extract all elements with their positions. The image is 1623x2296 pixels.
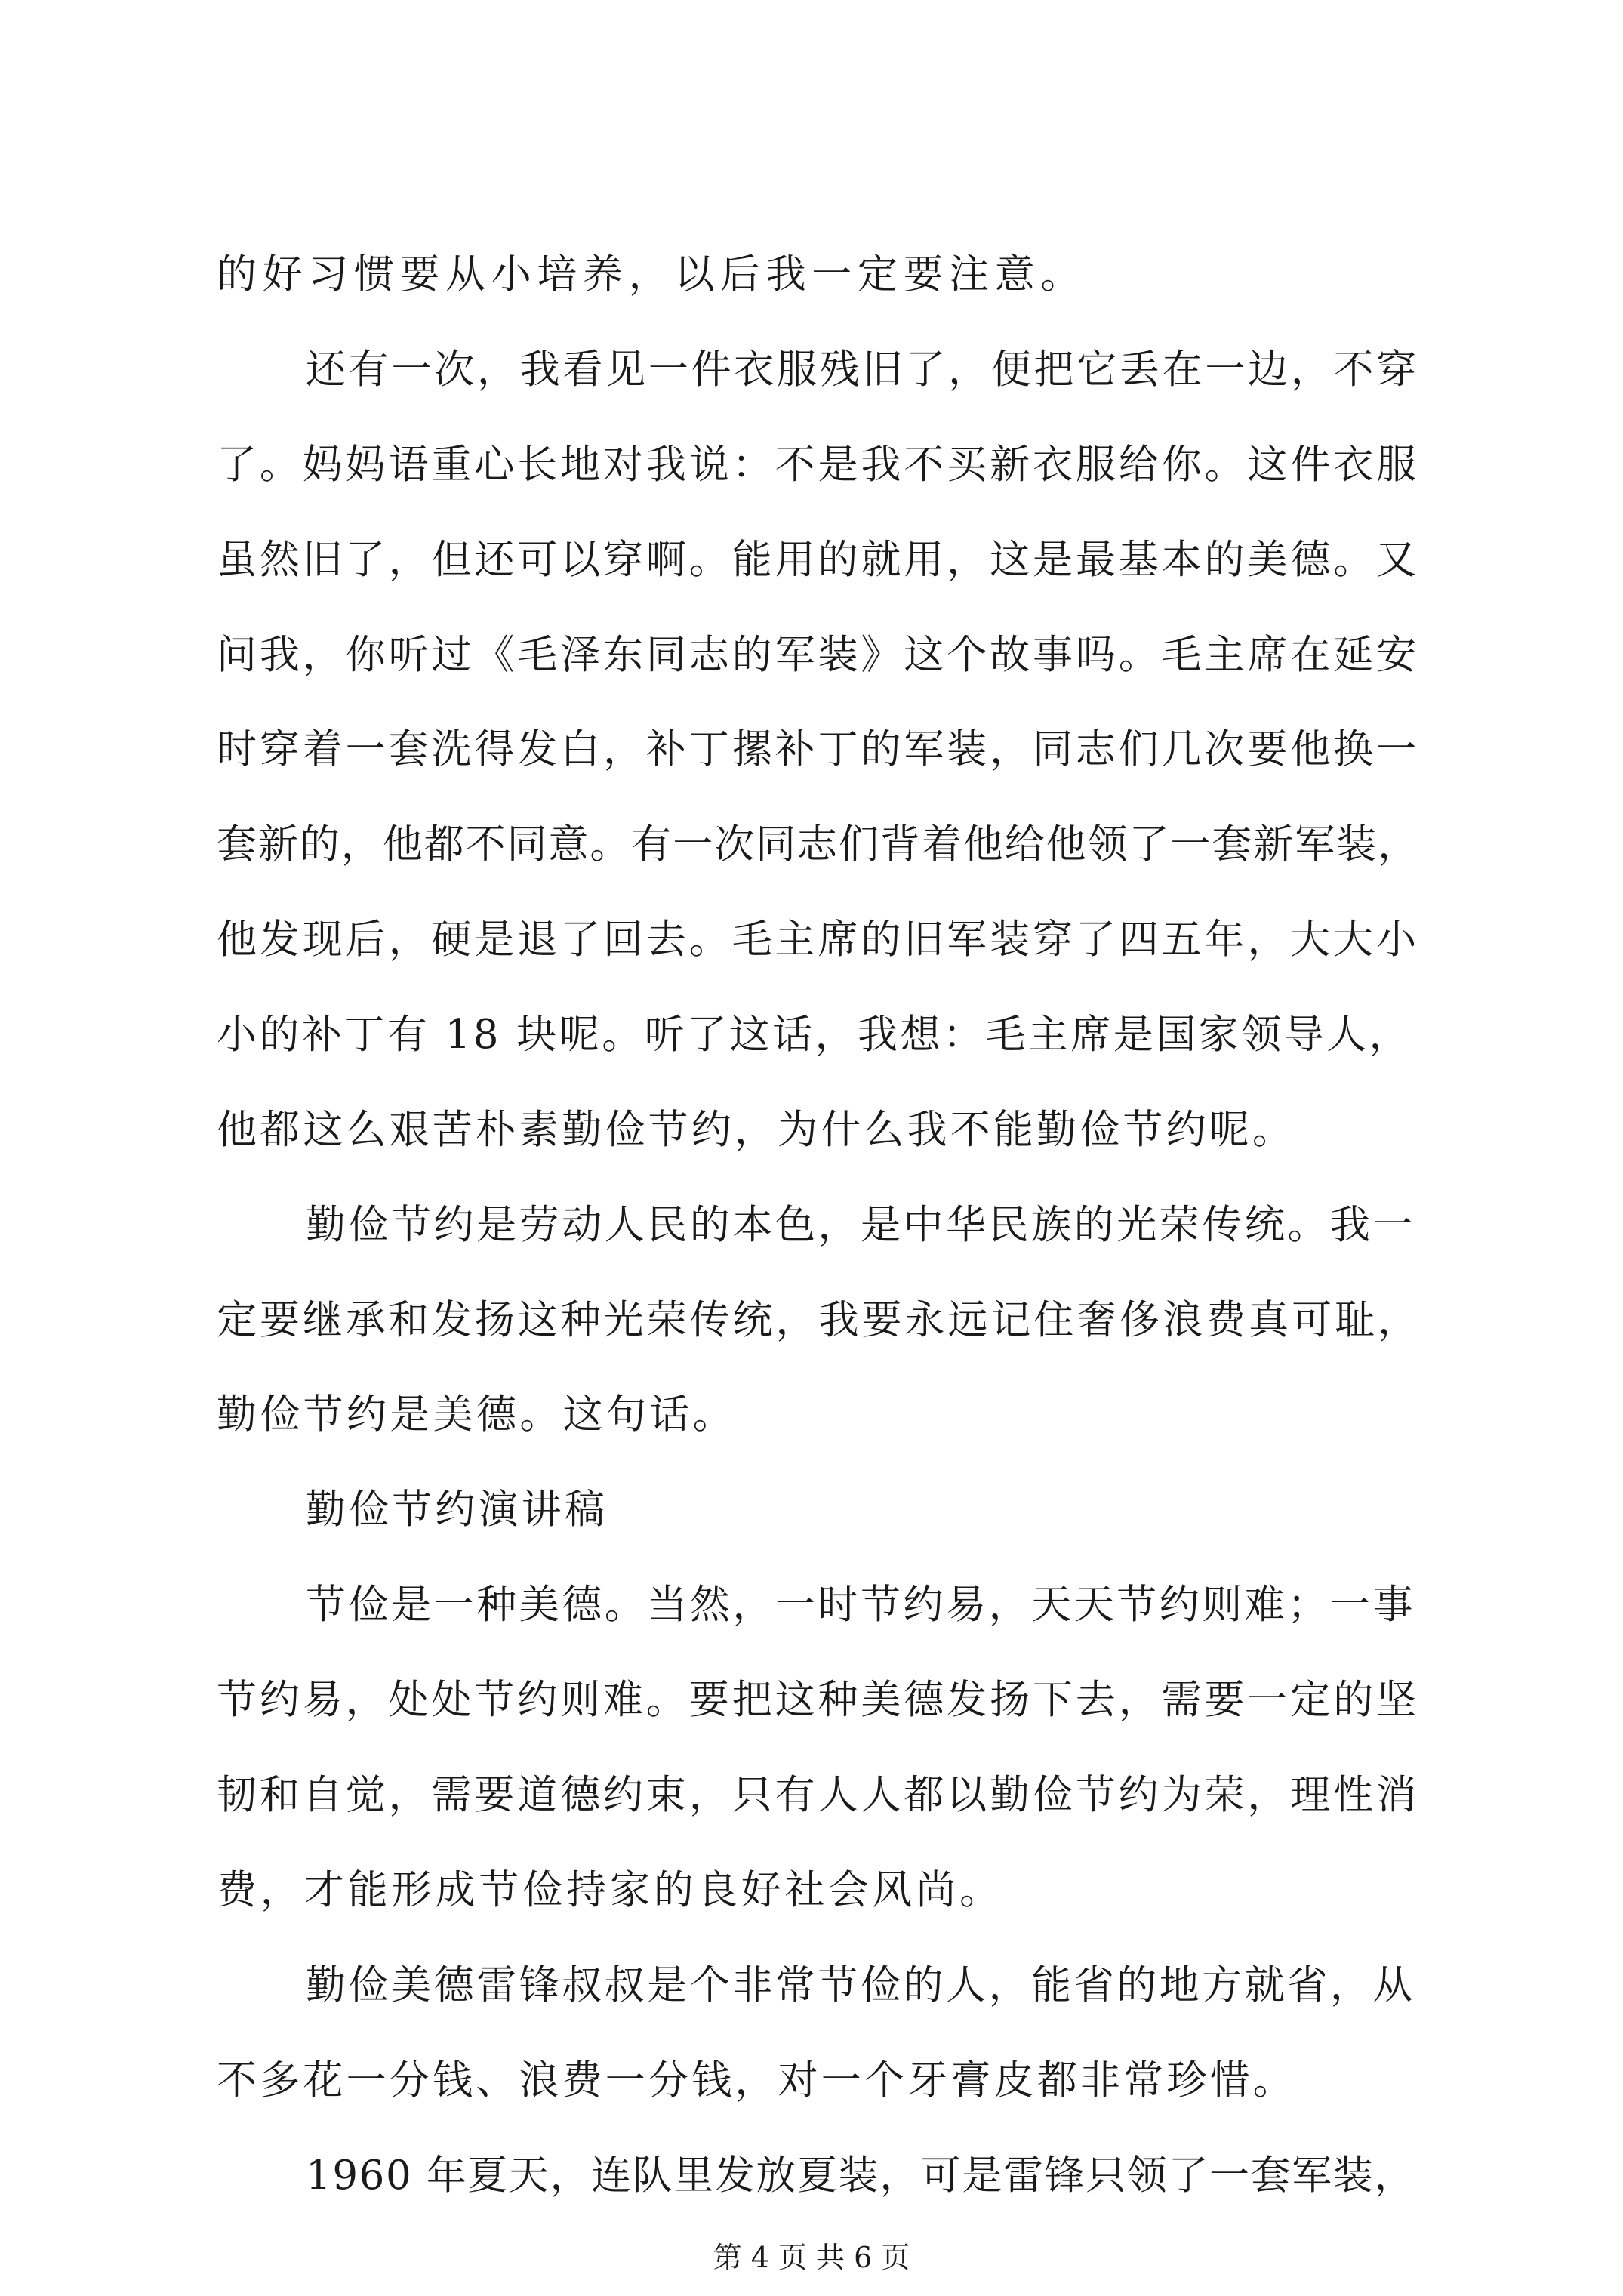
text-line: 节约易，处处节约则难。要把这种美德发扬下去，需要一定的坚 [217, 1677, 1419, 1723]
text-line: 不多花一分钱、浪费一分钱，对一个牙膏皮都非常珍惜。 [217, 2057, 1296, 2103]
text-line: 勤俭节约是美德。这句话。 [217, 1391, 736, 1438]
text-line: 虽然旧了，但还可以穿啊。能用的就用，这是最基本的美德。又 [217, 537, 1419, 583]
section-heading: 勤俭节约演讲稿 [306, 1487, 608, 1533]
text-line: 他都这么艰苦朴素勤俭节约，为什么我不能勤俭节约呢。 [217, 1107, 1295, 1153]
page-footer: 第 4 页 共 6 页 [713, 2241, 910, 2274]
text-line: 定要继承和发扬这种光荣传统，我要永远记住奢侈浪费真可耻， [217, 1297, 1421, 1343]
text-line: 他发现后，硬是退了回去。毛主席的旧军装穿了四五年，大大小 [217, 917, 1419, 963]
text-line: 1960 年夏天，连队里发放夏装，可是雷锋只领了一套军装， [306, 2153, 1415, 2199]
text-line: 的好习惯要从小培养，以后我一定要注意。 [217, 251, 1086, 297]
text-line: 节俭是一种美德。当然，一时节约易，天天节约则难；一事 [306, 1582, 1415, 1628]
text-line: 了。妈妈语重心长地对我说：不是我不买新衣服给你。这件衣服 [217, 442, 1419, 488]
text-line: 小的补丁有 18 块呢。听了这话，我想：毛主席是国家领导人， [217, 1012, 1412, 1058]
text-line: 还有一次，我看见一件衣服残旧了，便把它丢在一边，不穿 [306, 347, 1419, 393]
text-line: 韧和自觉，需要道德约束，只有人人都以勤俭节约为荣，理性消 [217, 1772, 1419, 1818]
text-line: 套新的，他都不同意。有一次同志们背着他给他领了一套新军装， [217, 821, 1419, 868]
text-line: 勤俭节约是劳动人民的本色，是中华民族的光荣传统。我一 [306, 1202, 1415, 1248]
text-line: 勤俭美德雷锋叔叔是个非常节俭的人，能省的地方就省，从 [306, 1962, 1415, 2008]
text-line: 时穿着一套洗得发白，补丁摞补丁的军装，同志们几次要他换一 [217, 726, 1419, 772]
text-line: 费，才能形成节俭持家的良好社会风尚。 [217, 1867, 1003, 1913]
text-line: 问我，你听过《毛泽东同志的军装》这个故事吗。毛主席在延安 [217, 632, 1419, 678]
